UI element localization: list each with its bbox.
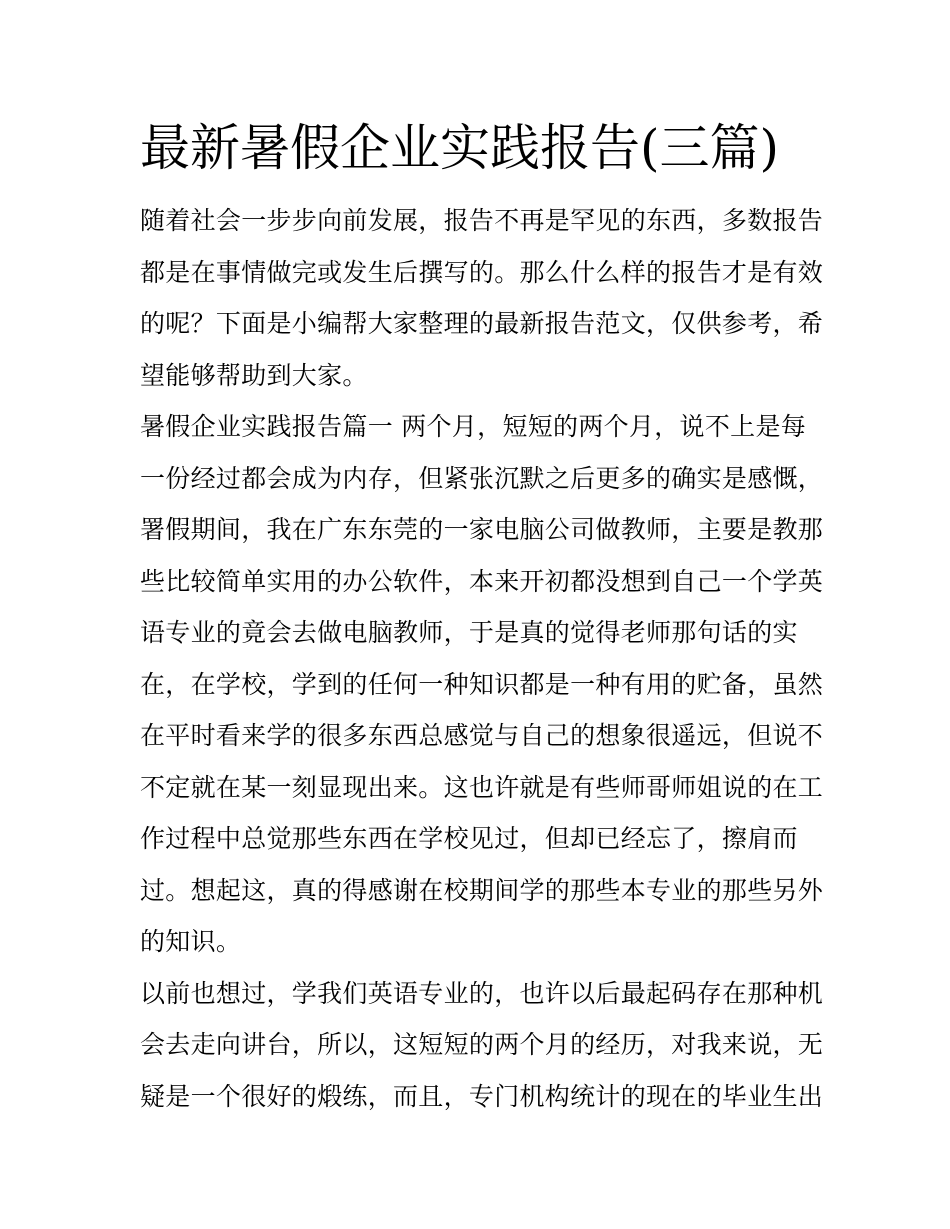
paragraph-2-line-11: 的知识。: [140, 927, 242, 956]
paragraph-2-line-6: 在，在学校，学到的任何一种知识都是一种有用的贮备，虽然: [140, 670, 824, 699]
paragraph-2-line-1: 暑假企业实践报告篇一 两个月，短短的两个月，说不上是每: [140, 412, 807, 441]
paragraph-1-line-1: 随着社会一步步向前发展，报告不再是罕见的东西，多数报告: [140, 206, 824, 235]
paragraph-2-line-7: 在平时看来学的很多东西总感觉与自己的想象很遥远，但说不: [140, 721, 824, 750]
paragraph-2-line-8: 不定就在某一刻显现出来。这也许就是有些师哥师姐说的在工: [140, 773, 824, 802]
document-title: 最新暑假企业实践报告(三篇): [140, 119, 780, 177]
paragraph-1-line-4: 望能够帮助到大家。: [140, 361, 368, 390]
paragraph-2-line-4: 些比较简单实用的办公软件，本来开初都没想到自己一个学英: [140, 567, 824, 596]
paragraph-1-line-3: 的呢？下面是小编帮大家整理的最新报告范文，仅供参考，希: [140, 309, 824, 338]
paragraph-2-line-5: 语专业的竟会去做电脑教师，于是真的觉得老师那句话的实: [140, 618, 798, 647]
paragraph-3-line-3: 疑是一个很好的煅练，而且，专门机构统计的现在的毕业生出: [140, 1082, 824, 1111]
paragraph-2-line-10: 过。想起这，真的得感谢在校期间学的那些本专业的那些另外: [140, 876, 824, 905]
paragraph-1-line-2: 都是在事情做完或发生后撰写的。那么什么样的报告才是有效: [140, 258, 824, 287]
paragraph-3-line-2: 会去走向讲台，所以，这短短的两个月的经历，对我来说，无: [140, 1030, 824, 1059]
paragraph-2-line-3: 署假期间，我在广东东莞的一家电脑公司做教师，主要是教那: [140, 515, 824, 544]
paragraph-2-line-9: 作过程中总觉那些东西在学校见过，但却已经忘了，擦肩而: [140, 824, 798, 853]
paragraph-3-line-1: 以前也想过，学我们英语专业的，也许以后最起码存在那种机: [140, 979, 824, 1008]
paragraph-2-line-2: 一份经过都会成为内存，但紧张沉默之后更多的确实是感慨，: [140, 464, 824, 493]
